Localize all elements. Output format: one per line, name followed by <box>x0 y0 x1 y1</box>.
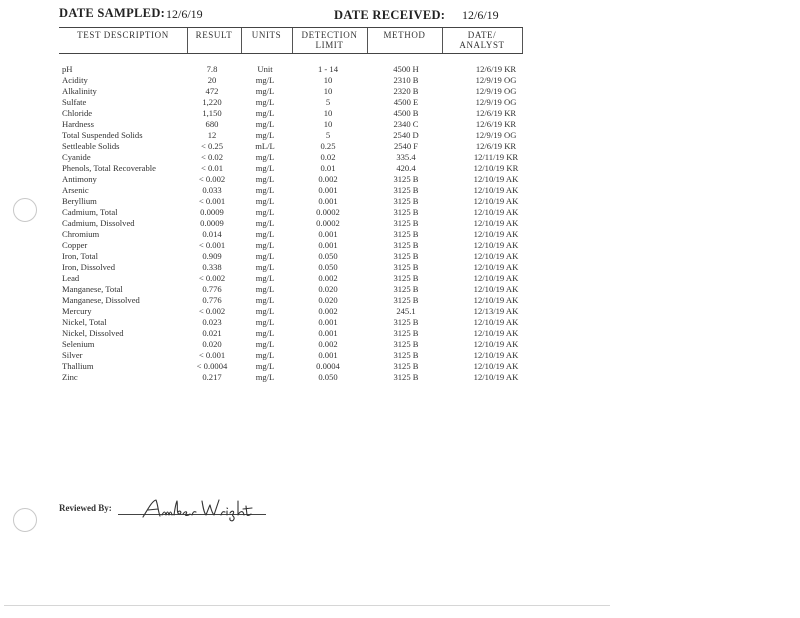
row-detection-limit: 10 <box>323 119 333 129</box>
row-test-description: Copper <box>62 240 88 250</box>
row-method: 4500 E <box>393 97 419 107</box>
row-detection-limit: 0.020 <box>318 284 338 294</box>
row-date-analyst: 12/6/19 KR <box>475 141 517 151</box>
column-header-date-analyst <box>442 30 522 50</box>
row-result: < 0.001 <box>198 350 226 360</box>
row-units: mg/L <box>255 262 275 272</box>
row-result: 472 <box>205 86 219 96</box>
row-result: 0.021 <box>202 328 222 338</box>
row-result: < 0.002 <box>198 273 226 283</box>
row-result: 0.020 <box>202 339 222 349</box>
row-result: < 0.001 <box>198 240 226 250</box>
row-test-description: Chromium <box>62 229 100 239</box>
table-row <box>0 86 800 97</box>
row-date-analyst: 12/10/19 AK <box>473 284 519 294</box>
row-method: 3125 B <box>393 185 419 195</box>
row-detection-limit: 0.002 <box>318 273 338 283</box>
table-row <box>0 306 800 317</box>
row-date-analyst: 12/9/19 OG <box>475 97 517 107</box>
row-test-description: Iron, Total <box>62 251 98 261</box>
row-result: < 0.01 <box>200 163 224 173</box>
row-date-analyst: 12/9/19 OG <box>475 130 517 140</box>
row-result: < 0.02 <box>200 152 224 162</box>
row-method: 245.1 <box>396 306 416 316</box>
row-date-analyst: 12/10/19 AK <box>473 240 519 250</box>
row-units: mg/L <box>255 350 275 360</box>
row-units: mg/L <box>255 251 275 261</box>
row-units: mg/L <box>255 207 275 217</box>
row-method: 2540 F <box>393 141 419 151</box>
row-units: mg/L <box>255 295 275 305</box>
row-method: 2340 C <box>393 119 419 129</box>
row-test-description: Nickel, Total <box>62 317 107 327</box>
row-detection-limit: 0.001 <box>318 240 338 250</box>
row-date-analyst: 12/10/19 AK <box>473 372 519 382</box>
row-units: mg/L <box>255 284 275 294</box>
row-method: 2320 B <box>393 86 419 96</box>
row-test-description: Lead <box>62 273 80 283</box>
row-detection-limit: 10 <box>323 75 333 85</box>
row-test-description: Cadmium, Dissolved <box>62 218 135 228</box>
row-date-analyst: 12/6/19 KR <box>475 64 517 74</box>
row-result: 20 <box>207 75 217 85</box>
row-date-analyst: 12/6/19 KR <box>475 108 517 118</box>
row-method: 2310 B <box>393 75 419 85</box>
signature <box>140 495 270 523</box>
table-row <box>0 361 800 372</box>
date-sampled-label: DATE SAMPLED: <box>59 6 166 20</box>
reviewed-by-label: Reviewed By: <box>59 503 112 513</box>
row-test-description: Arsenic <box>62 185 89 195</box>
row-units: mg/L <box>255 97 275 107</box>
row-detection-limit: 0.001 <box>318 185 338 195</box>
table-row <box>0 251 800 262</box>
page-bottom-edge <box>4 605 610 606</box>
column-header-units: UNITS <box>251 30 282 40</box>
row-detection-limit: 0.0004 <box>316 361 340 371</box>
row-method: 2540 D <box>393 130 419 140</box>
row-date-analyst: 12/10/19 AK <box>473 328 519 338</box>
row-test-description: Manganese, Dissolved <box>62 295 140 305</box>
row-units: mg/L <box>255 328 275 338</box>
row-detection-limit: 0.020 <box>318 295 338 305</box>
row-method: 4500 H <box>393 64 419 74</box>
row-detection-limit: 10 <box>323 86 333 96</box>
row-test-description: Alkalinity <box>62 86 97 96</box>
row-result: < 0.0004 <box>196 361 228 371</box>
row-detection-limit: 0.001 <box>318 317 338 327</box>
row-method: 3125 B <box>393 372 419 382</box>
row-method: 3125 B <box>393 207 419 217</box>
row-result: 0.776 <box>202 284 222 294</box>
table-row <box>0 295 800 306</box>
row-result: 0.338 <box>202 262 222 272</box>
row-units: mg/L <box>255 174 275 184</box>
row-detection-limit: 0.050 <box>318 372 338 382</box>
row-method: 3125 B <box>393 328 419 338</box>
row-detection-limit: 0.02 <box>320 152 336 162</box>
row-detection-limit: 0.0002 <box>316 218 340 228</box>
table-row <box>0 75 800 86</box>
table-row <box>0 339 800 350</box>
row-date-analyst: 12/9/19 OG <box>475 86 517 96</box>
row-date-analyst: 12/13/19 AK <box>473 306 519 316</box>
row-method: 3125 B <box>393 251 419 261</box>
row-units: mg/L <box>255 218 275 228</box>
row-method: 3125 B <box>393 284 419 294</box>
row-date-analyst: 12/10/19 AK <box>473 207 519 217</box>
table-row <box>0 185 800 196</box>
row-detection-limit: 0.001 <box>318 229 338 239</box>
row-test-description: Mercury <box>62 306 92 316</box>
row-units: mg/L <box>255 86 275 96</box>
column-header-detection-line2: LIMIT <box>315 40 344 50</box>
table-row <box>0 174 800 185</box>
table-row <box>0 163 800 174</box>
table-row <box>0 152 800 163</box>
table-row <box>0 196 800 207</box>
row-test-description: Thallium <box>62 361 94 371</box>
table-row <box>0 328 800 339</box>
row-units: mg/L <box>255 317 275 327</box>
row-units: mg/L <box>255 339 275 349</box>
row-units: mL/L <box>255 141 275 151</box>
row-result: 1,220 <box>202 97 222 107</box>
row-test-description: Settleable Solids <box>62 141 120 151</box>
row-detection-limit: 0.002 <box>318 306 338 316</box>
row-date-analyst: 12/10/19 KR <box>473 163 519 173</box>
row-units: Unit <box>257 64 273 74</box>
row-method: 420.4 <box>396 163 416 173</box>
row-test-description: Nickel, Dissolved <box>62 328 124 338</box>
row-detection-limit: 0.002 <box>318 174 338 184</box>
table-row <box>0 262 800 273</box>
row-result: 0.909 <box>202 251 222 261</box>
binder-hole <box>13 508 37 532</box>
row-units: mg/L <box>255 229 275 239</box>
row-date-analyst: 12/10/19 AK <box>473 196 519 206</box>
column-header-result: RESULT <box>195 30 233 40</box>
table-row <box>0 207 800 218</box>
table-row <box>0 273 800 284</box>
row-detection-limit: 5 <box>325 130 331 140</box>
row-method: 4500 B <box>393 108 419 118</box>
row-method: 335.4 <box>396 152 416 162</box>
table-row <box>0 350 800 361</box>
table-row <box>0 108 800 119</box>
row-method: 3125 B <box>393 361 419 371</box>
table-row <box>0 372 800 383</box>
date-received-label: DATE RECEIVED: <box>334 8 446 22</box>
row-date-analyst: 12/10/19 AK <box>473 317 519 327</box>
row-date-analyst: 12/6/19 KR <box>475 119 517 129</box>
row-result: 0.0009 <box>200 207 224 217</box>
row-units: mg/L <box>255 130 275 140</box>
row-method: 3125 B <box>393 273 419 283</box>
binder-hole <box>13 198 37 222</box>
row-test-description: Sulfate <box>62 97 87 107</box>
row-result: 0.033 <box>202 185 222 195</box>
row-detection-limit: 0.01 <box>320 163 336 173</box>
row-date-analyst: 12/10/19 AK <box>473 361 519 371</box>
row-result: 0.023 <box>202 317 222 327</box>
row-test-description: Beryllium <box>62 196 97 206</box>
column-divider <box>522 28 523 53</box>
row-units: mg/L <box>255 75 275 85</box>
row-units: mg/L <box>255 163 275 173</box>
row-method: 3125 B <box>393 262 419 272</box>
row-date-analyst: 12/11/19 KR <box>473 152 519 162</box>
column-header-test-description: TEST DESCRIPTION <box>77 30 169 40</box>
row-method: 3125 B <box>393 317 419 327</box>
row-test-description: Silver <box>62 350 83 360</box>
row-test-description: Iron, Dissolved <box>62 262 115 272</box>
column-header-method: METHOD <box>383 30 426 40</box>
row-test-description: Cyanide <box>62 152 91 162</box>
row-test-description: Phenols, Total Recoverable <box>62 163 156 173</box>
row-date-analyst: 12/10/19 AK <box>473 273 519 283</box>
row-result: 1,150 <box>202 108 222 118</box>
row-units: mg/L <box>255 152 275 162</box>
column-header-detection-line1: DETECTION <box>301 30 358 40</box>
table-row <box>0 229 800 240</box>
row-method: 3125 B <box>393 350 419 360</box>
table-row <box>0 240 800 251</box>
row-detection-limit: 0.0002 <box>316 207 340 217</box>
row-method: 3125 B <box>393 240 419 250</box>
column-header-detection-limit <box>292 30 367 50</box>
row-result: 0.014 <box>202 229 222 239</box>
row-method: 3125 B <box>393 174 419 184</box>
table-row <box>0 97 800 108</box>
row-test-description: Zinc <box>62 372 78 382</box>
row-units: mg/L <box>255 372 275 382</box>
row-detection-limit: 10 <box>323 108 333 118</box>
row-date-analyst: 12/10/19 AK <box>473 262 519 272</box>
row-detection-limit: 0.25 <box>320 141 336 151</box>
row-test-description: Selenium <box>62 339 95 349</box>
row-method: 3125 B <box>393 229 419 239</box>
row-detection-limit: 5 <box>325 97 331 107</box>
column-header-date-line1: DATE/ <box>467 30 497 40</box>
row-date-analyst: 12/9/19 OG <box>475 75 517 85</box>
row-date-analyst: 12/10/19 AK <box>473 229 519 239</box>
row-test-description: Antimony <box>62 174 97 184</box>
row-detection-limit: 0.001 <box>318 350 338 360</box>
date-received-value: 12/6/19 <box>462 8 499 22</box>
row-detection-limit: 0.050 <box>318 262 338 272</box>
row-result: 680 <box>205 119 219 129</box>
row-result: < 0.25 <box>200 141 224 151</box>
row-test-description: Manganese, Total <box>62 284 123 294</box>
row-result: < 0.001 <box>198 196 226 206</box>
row-date-analyst: 12/10/19 AK <box>473 339 519 349</box>
row-test-description: Hardness <box>62 119 94 129</box>
row-date-analyst: 12/10/19 AK <box>473 218 519 228</box>
date-sampled-value: 12/6/19 <box>166 7 203 21</box>
row-detection-limit: 0.001 <box>318 328 338 338</box>
row-detection-limit: 0.002 <box>318 339 338 349</box>
row-test-description: Chloride <box>62 108 93 118</box>
table-row <box>0 218 800 229</box>
table-header <box>59 27 523 54</box>
row-result: 0.776 <box>202 295 222 305</box>
row-method: 3125 B <box>393 218 419 228</box>
row-date-analyst: 12/10/19 AK <box>473 174 519 184</box>
row-units: mg/L <box>255 185 275 195</box>
row-method: 3125 B <box>393 339 419 349</box>
row-result: < 0.002 <box>198 306 226 316</box>
table-row <box>0 64 800 75</box>
row-result: 7.8 <box>206 64 218 74</box>
row-detection-limit: 0.050 <box>318 251 338 261</box>
row-units: mg/L <box>255 306 275 316</box>
row-units: mg/L <box>255 196 275 206</box>
row-method: 3125 B <box>393 196 419 206</box>
row-units: mg/L <box>255 273 275 283</box>
row-date-analyst: 12/10/19 AK <box>473 350 519 360</box>
row-units: mg/L <box>255 119 275 129</box>
table-row <box>0 130 800 141</box>
row-test-description: Total Suspended Solids <box>62 130 143 140</box>
row-units: mg/L <box>255 240 275 250</box>
row-test-description: pH <box>62 64 73 74</box>
row-test-description: Acidity <box>62 75 88 85</box>
column-header-date-line2: ANALYST <box>459 40 505 50</box>
row-result: 12 <box>207 130 217 140</box>
row-date-analyst: 12/10/19 AK <box>473 295 519 305</box>
row-result: < 0.002 <box>198 174 226 184</box>
row-date-analyst: 12/10/19 AK <box>473 251 519 261</box>
row-result: 0.0009 <box>200 218 224 228</box>
table-row <box>0 284 800 295</box>
row-result: 0.217 <box>202 372 222 382</box>
table-row <box>0 119 800 130</box>
row-detection-limit: 1 - 14 <box>317 64 339 74</box>
row-method: 3125 B <box>393 295 419 305</box>
row-units: mg/L <box>255 361 275 371</box>
row-date-analyst: 12/10/19 AK <box>473 185 519 195</box>
table-row <box>0 317 800 328</box>
table-row <box>0 141 800 152</box>
row-test-description: Cadmium, Total <box>62 207 118 217</box>
row-units: mg/L <box>255 108 275 118</box>
row-detection-limit: 0.001 <box>318 196 338 206</box>
